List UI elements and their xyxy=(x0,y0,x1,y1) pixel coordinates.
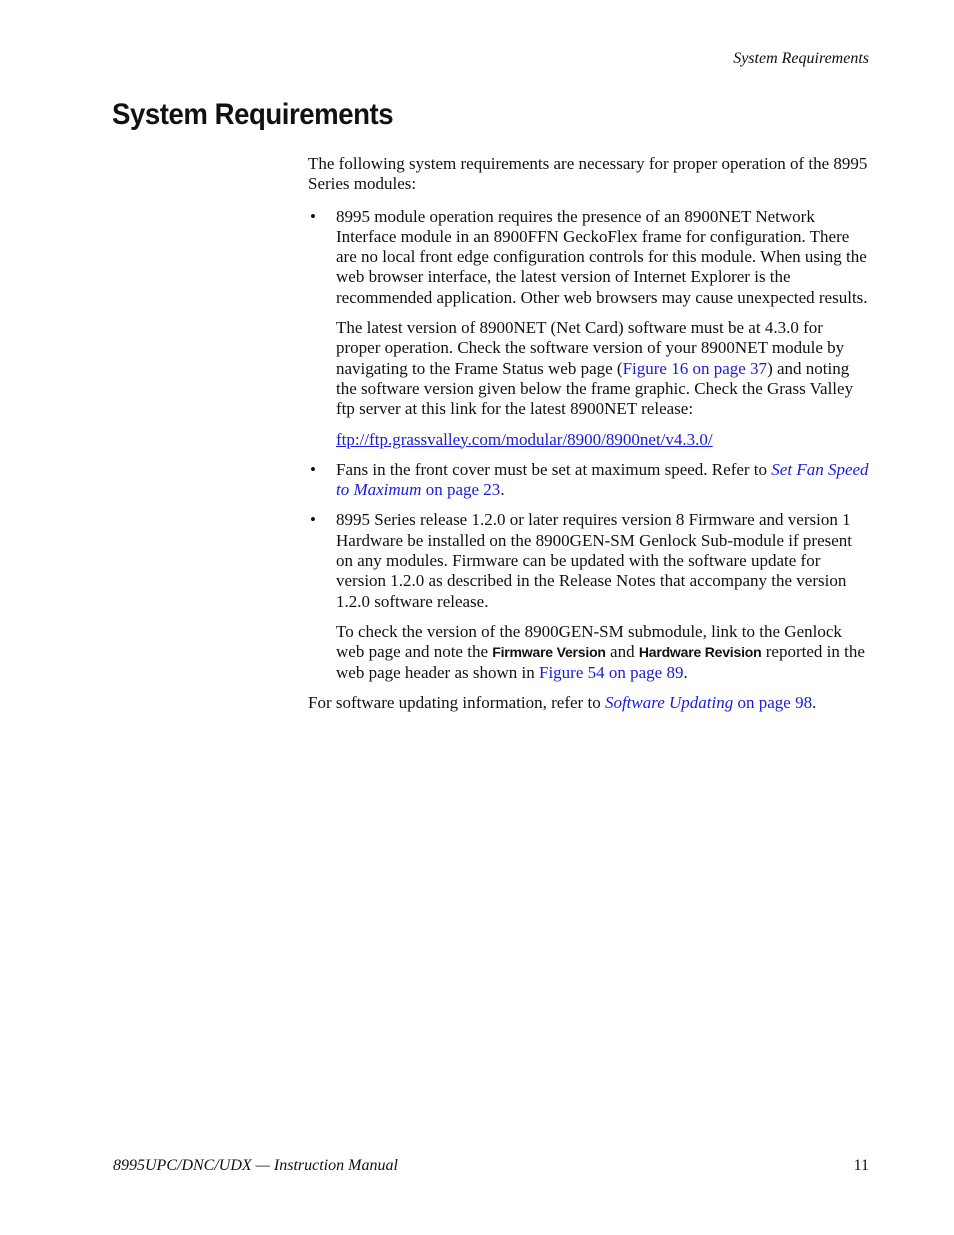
sub-paragraph xyxy=(336,622,870,683)
text-span: ) and noting the software version given below the frame graphic. Check the Grass Valley ftp server at this link for the latest 8900NET release: xyxy=(336,358,854,419)
running-header: System Requirements xyxy=(733,50,869,67)
text-span: reported in the web page header as shown in xyxy=(336,642,865,682)
link-title: Software Updating xyxy=(604,692,734,712)
page-title: System Requirements xyxy=(112,98,394,131)
footer-page-number: 11 xyxy=(853,1157,869,1174)
bullet-mark: • xyxy=(310,459,316,479)
bullet-mark: • xyxy=(310,510,316,530)
link-page: on page 98 xyxy=(733,692,813,712)
bullet-mark: • xyxy=(310,206,316,226)
closing-paragraph xyxy=(308,693,870,713)
text-span: . xyxy=(812,692,817,712)
text-span: To check the version of the 8900GEN-SM submodule, link to the Genlock web page and note the xyxy=(336,621,842,662)
bullet-text xyxy=(336,460,870,501)
text-span: and xyxy=(605,642,639,662)
text-span: For software updating information, refer to xyxy=(308,692,605,712)
url-paragraph xyxy=(336,430,870,450)
requirements-list xyxy=(308,207,870,683)
list-item xyxy=(308,510,870,682)
text-span: . xyxy=(500,480,505,500)
bullet-text: 8995 Series release 1.2.0 or later requires version 8 Firmware and version 1 Hardware be installed on the 8900GEN-SM Genlock Sub-module if present on any modules. Firmware can be updated with the software update for version 1.2.0 as described in the Release Notes that accompany the version 1.2.0 software release. xyxy=(336,510,853,611)
ftp-link[interactable]: ftp://ftp.grassvalley.com/modular/8900/8900net/v4.3.0/ xyxy=(336,429,713,449)
figure-16-link[interactable]: Figure 16 on page 37 xyxy=(622,358,768,378)
link-page: on page 23 xyxy=(421,480,501,500)
figure-54-link[interactable]: Figure 54 on page 89 xyxy=(539,662,684,682)
list-item xyxy=(308,460,870,501)
footer-manual-title: 8995UPC/DNC/UDX — Instruction Manual xyxy=(113,1157,398,1174)
bullet-text: 8995 module operation requires the presence of an 8900NET Network Interface module in an 8900FFN GeckoFlex frame for configuration. There are no local front edge configuration controls for this module. When using the web browser interface, the latest version of Internet Explorer is the recommended application. Other web browsers may cause unexpected results. xyxy=(336,206,868,307)
software-updating-link[interactable] xyxy=(605,693,812,712)
body-text xyxy=(308,154,870,713)
ui-term-hardware-revision: Hardware Revision xyxy=(638,644,762,661)
text-span: Fans in the front cover must be set at maximum speed. Refer to xyxy=(336,459,772,479)
link-title: Set Fan Speed to Maximum xyxy=(336,459,869,500)
text-span: The latest version of 8900NET (Net Card) software must be at 4.3.0 for proper operation. Check the software version of your 8900NET module by navigating to the Frame Status web page ( xyxy=(336,318,845,378)
ui-term-firmware-version: Firmware Version xyxy=(492,644,606,661)
list-item xyxy=(308,207,870,450)
text-span: . xyxy=(683,662,688,682)
sub-paragraph xyxy=(336,318,870,419)
intro-paragraph: The following system requirements are necessary for proper operation of the 8995 Series modules: xyxy=(308,154,868,194)
